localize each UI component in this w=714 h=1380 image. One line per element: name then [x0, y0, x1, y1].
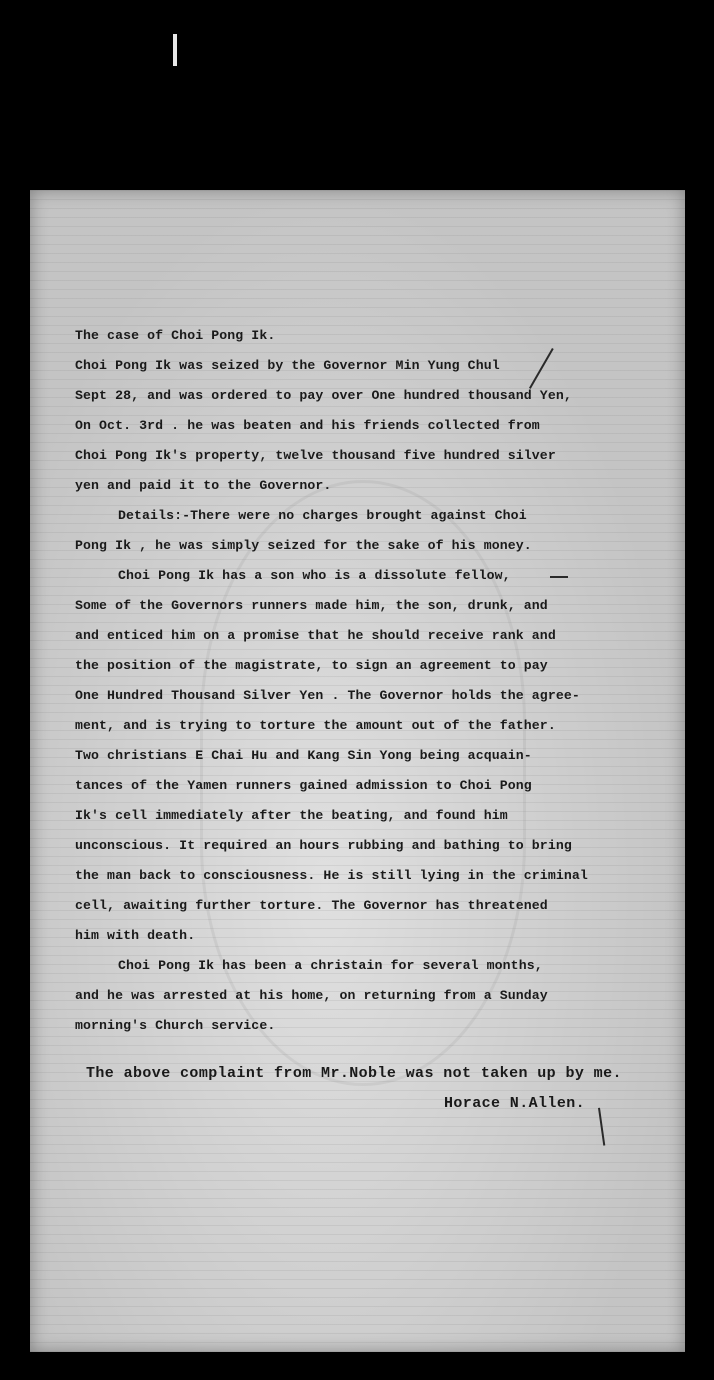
body-line: ment, and is trying to torture the amount out of the father.	[75, 718, 556, 733]
body-line: Two christians E Chai Hu and Kang Sin Yong being acquain-	[75, 748, 532, 763]
body-line: and enticed him on a promise that he should receive rank and	[75, 628, 556, 643]
body-line: the man back to consciousness. He is still lying in the criminal	[75, 868, 588, 883]
body-line: yen and paid it to the Governor.	[75, 478, 332, 493]
body-line: Choi Pong Ik was seized by the Governor Min Yung Chul	[75, 358, 500, 373]
pen-stroke	[529, 348, 554, 389]
pen-dash	[550, 576, 568, 578]
body-line: Choi Pong Ik has been a christain for several months,	[118, 958, 543, 973]
pen-check-mark	[598, 1108, 605, 1146]
body-line: Choi Pong Ik's property, twelve thousand five hundred silver	[75, 448, 556, 463]
signature: Horace N.Allen.	[444, 1095, 586, 1112]
case-title: The case of Choi Pong Ik.	[75, 328, 276, 343]
closing-note: The above complaint from Mr.Noble was not taken up by me.	[86, 1065, 622, 1082]
body-line: Choi Pong Ik has a son who is a dissolute fellow,	[118, 568, 511, 583]
body-line: the position of the magistrate, to sign an agreement to pay	[75, 658, 548, 673]
body-line: Sept 28, and was ordered to pay over One hundred thousand Yen,	[75, 388, 572, 403]
body-line: him with death.	[75, 928, 196, 943]
body-line: tances of the Yamen runners gained admission to Choi Pong	[75, 778, 532, 793]
body-line: and he was arrested at his home, on returning from a Sunday	[75, 988, 548, 1003]
details-heading-line: Details:-There were no charges brought against Choi	[118, 508, 527, 523]
body-line: morning's Church service.	[75, 1018, 276, 1033]
body-line: unconscious. It required an hours rubbing and bathing to bring	[75, 838, 572, 853]
body-line: On Oct. 3rd . he was beaten and his friends collected from	[75, 418, 540, 433]
body-line: Some of the Governors runners made him, the son, drunk, and	[75, 598, 548, 613]
body-line: One Hundred Thousand Silver Yen . The Governor holds the agree-	[75, 688, 580, 703]
body-line: Pong Ik , he was simply seized for the sake of his money.	[75, 538, 532, 553]
body-line: cell, awaiting further torture. The Governor has threatened	[75, 898, 548, 913]
body-line: Ik's cell immediately after the beating, and found him	[75, 808, 508, 823]
film-frame-mark	[173, 34, 177, 66]
document-page	[30, 190, 685, 1352]
